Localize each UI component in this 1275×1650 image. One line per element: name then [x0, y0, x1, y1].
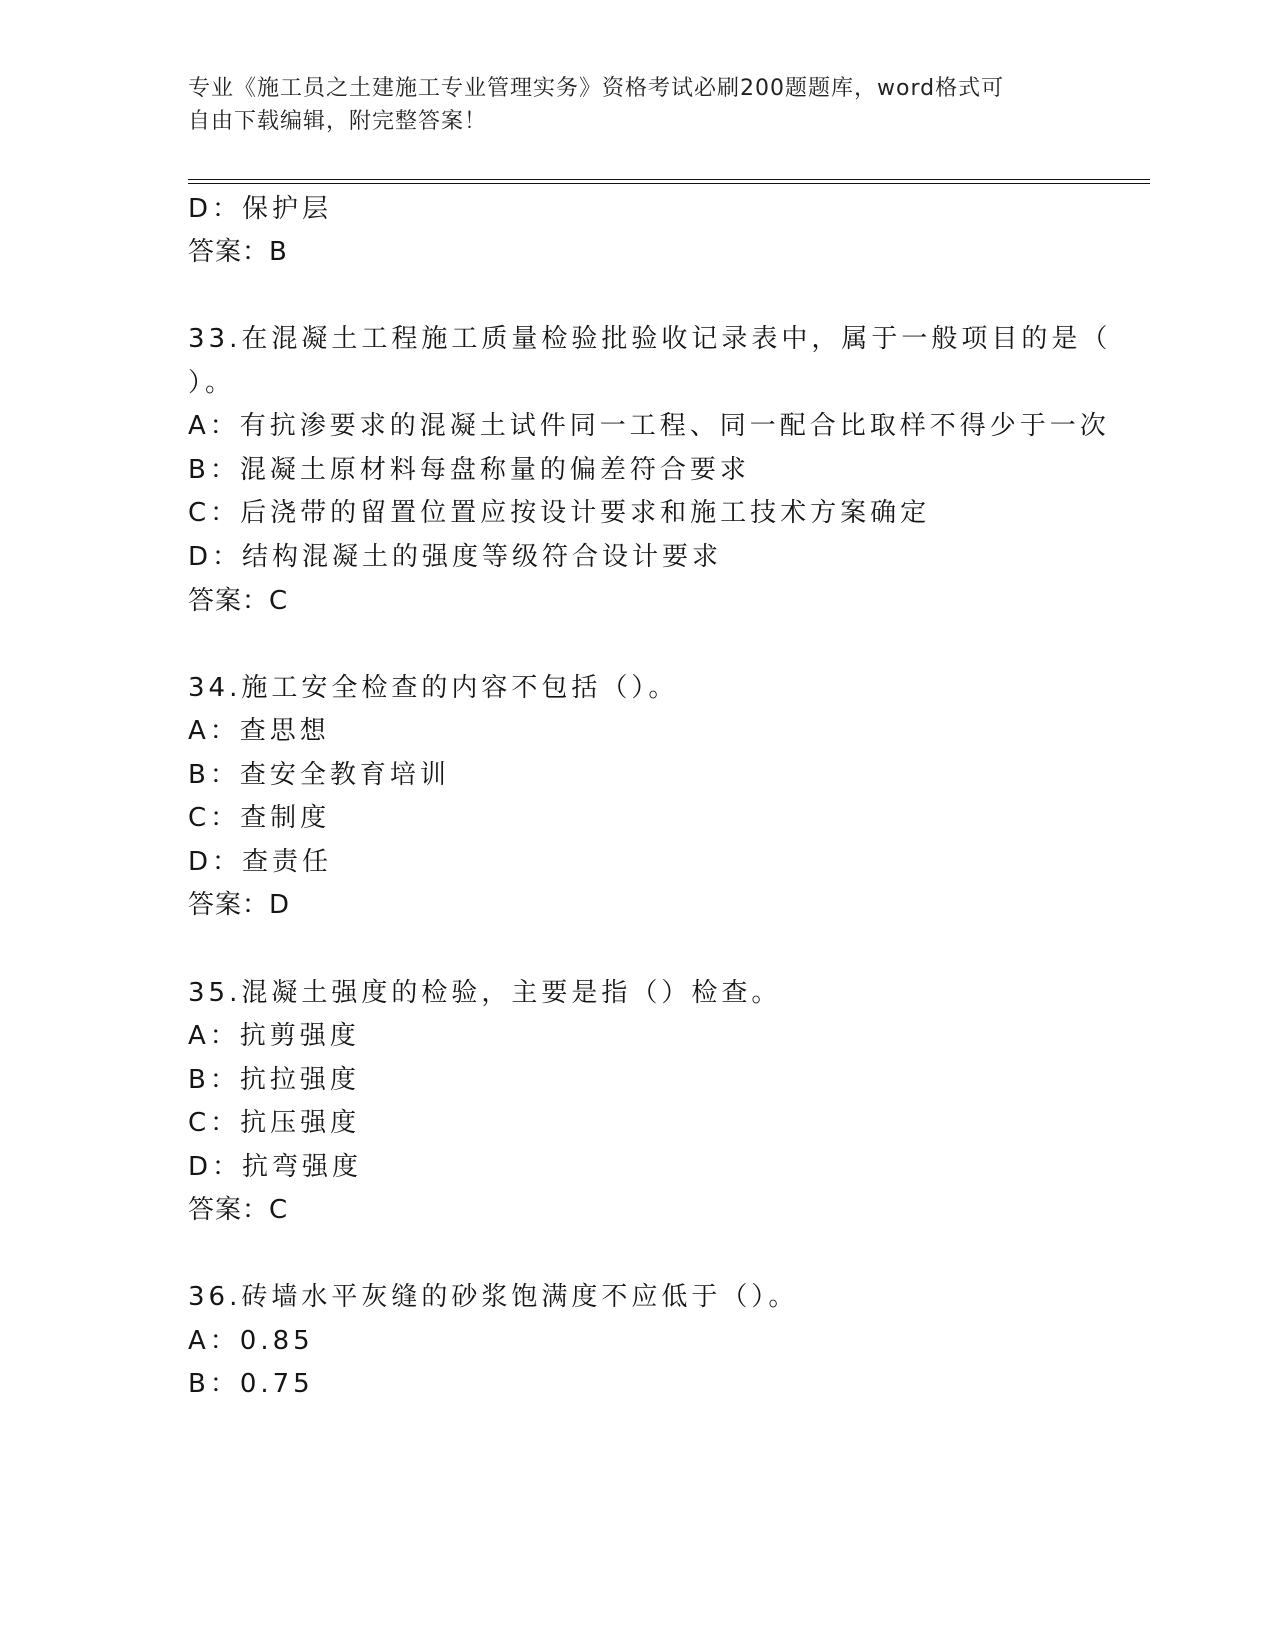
q34-option-c: C：查制度: [188, 803, 331, 833]
document-header: [188, 72, 1088, 138]
prev-answer: 答案：B: [188, 237, 288, 267]
header-line-2: 自由下载编辑，附完整答案！: [188, 109, 488, 134]
prev-option-d: D：保护层: [188, 194, 333, 224]
q33-option-b: B：混凝土原材料每盘称量的偏差符合要求: [188, 455, 750, 485]
q33-stem-line-1: 33.在混凝土工程施工质量检验批验收记录表中，属于一般项目的是（: [188, 324, 1112, 354]
q36-option-a: A：0.85: [188, 1326, 314, 1356]
q33-option-c: C：后浇带的留置位置应按设计要求和施工技术方案确定: [188, 498, 931, 528]
header-divider-bottom: [188, 183, 1150, 184]
q34-answer: 答案：D: [188, 890, 291, 920]
q36-stem: 36.砖墙水平灰缝的砂浆饱满度不应低于（）。: [188, 1282, 799, 1312]
q35-option-b: B：抗拉强度: [188, 1065, 360, 1095]
q34-stem: 34.施工安全检查的内容不包括（）。: [188, 673, 679, 703]
q34-option-b: B：查安全教育培训: [188, 760, 450, 790]
q33-answer: 答案：C: [188, 586, 289, 616]
q33-option-a: A：有抗渗要求的混凝土试件同一工程、同一配合比取样不得少于一次: [188, 411, 1110, 441]
q34-option-a: A：查思想: [188, 716, 330, 746]
q33-stem-line-2: ）。: [188, 368, 236, 398]
q35-stem: 35.混凝土强度的检验，主要是指（）检查。: [188, 978, 782, 1008]
q34-option-d: D：查责任: [188, 847, 333, 877]
q35-answer: 答案：C: [188, 1195, 289, 1225]
q36-option-b: B：0.75: [188, 1369, 314, 1399]
q35-option-c: C：抗压强度: [188, 1108, 361, 1138]
q35-option-d: D：抗弯强度: [188, 1152, 363, 1182]
header-line-1: 专业《施工员之土建施工专业管理实务》资格考试必刷200题题库，word格式可: [188, 76, 1005, 101]
q33-option-d: D：结构混凝土的强度等级符合设计要求: [188, 542, 723, 572]
q35-option-a: A：抗剪强度: [188, 1021, 360, 1051]
header-divider-top: [188, 179, 1150, 180]
